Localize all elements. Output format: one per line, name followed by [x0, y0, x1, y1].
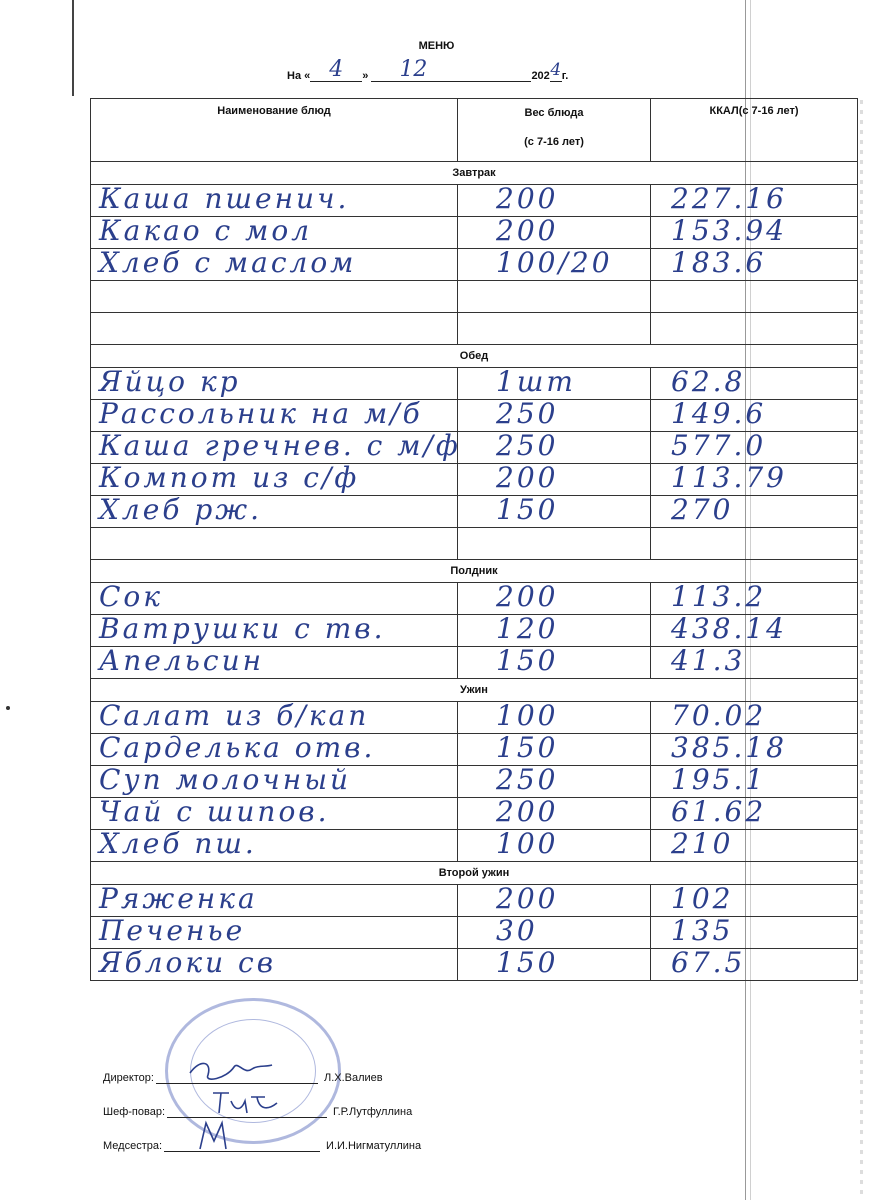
dish-name: Рассольник на м/б: [99, 397, 423, 430]
dish-name: Какао с мол: [99, 214, 313, 247]
dish-name: Печенье: [99, 914, 246, 947]
dish-weight: 250: [496, 763, 559, 796]
dish-name-cell: [91, 882, 458, 916]
date-day-blank: [310, 57, 362, 82]
dish-kcal-cell: [651, 182, 857, 216]
date-month-blank: [371, 57, 531, 82]
date-day: 4: [329, 57, 344, 82]
table-row: [91, 946, 857, 980]
dish-weight: 200: [496, 580, 559, 613]
dish-name: Яйцо кр: [99, 365, 241, 398]
signature-role: Директор:: [103, 1072, 154, 1084]
dish-weight-cell: [458, 644, 651, 678]
dish-kcal: 61.62: [671, 795, 767, 828]
dish-weight: 200: [496, 461, 559, 494]
dish-name-cell: [91, 528, 458, 559]
dish-name: Компот из с/ф: [99, 461, 360, 494]
table-row: [91, 528, 857, 560]
dish-name-cell: [91, 461, 458, 495]
header-dish-name: Наименование блюд: [91, 99, 458, 161]
date-year-digit: 4: [550, 60, 562, 80]
table-row: [91, 612, 857, 647]
dish-kcal-cell: [651, 397, 857, 431]
dish-weight: 200: [496, 795, 559, 828]
dish-kcal: 153.94: [671, 214, 787, 247]
dish-weight: 30: [496, 914, 538, 947]
table-row: [91, 313, 857, 345]
date-suffix: г.: [561, 70, 569, 82]
dish-name: Яблоки св: [99, 946, 277, 979]
dish-name: Ватрушки с тв.: [99, 612, 386, 645]
signature-name: И.И.Нигматуллина: [326, 1140, 422, 1152]
dish-kcal: 102: [671, 882, 734, 915]
dish-weight: 200: [496, 214, 559, 247]
dish-kcal-cell: [651, 429, 857, 463]
header-weight: [458, 99, 651, 161]
dish-weight: 150: [496, 644, 559, 677]
dish-weight-cell: [458, 882, 651, 916]
dish-weight: 1шт: [496, 365, 576, 398]
dish-name-cell: [91, 699, 458, 733]
signature-line: [164, 1135, 320, 1152]
table-row: [91, 914, 857, 949]
header-kcal: ККАЛ(с 7-16 лет): [709, 105, 799, 117]
dish-name-cell: [91, 281, 458, 312]
table-row: [91, 461, 857, 496]
dish-weight-cell: [458, 528, 651, 559]
table-row: [91, 365, 857, 400]
dish-weight: 100/20: [496, 246, 613, 279]
table-row: [91, 214, 857, 249]
dish-kcal: 195.1: [671, 763, 767, 796]
date-year-prefix: 202: [531, 70, 550, 82]
dish-name-cell: [91, 365, 458, 399]
dish-kcal: 41.3: [671, 644, 746, 677]
dish-weight-cell: [458, 580, 651, 614]
dish-weight-cell: [458, 612, 651, 646]
dish-name-cell: [91, 946, 458, 980]
dish-kcal: 385.18: [671, 731, 787, 764]
dish-weight-cell: [458, 795, 651, 829]
dish-kcal-cell: [651, 580, 857, 614]
menu-table: [90, 98, 858, 981]
dish-kcal-cell: [651, 644, 857, 678]
section-title: Полдник: [91, 560, 857, 583]
dish-kcal: 113.2: [671, 580, 767, 613]
dish-name-cell: [91, 397, 458, 431]
dish-weight-cell: [458, 493, 651, 527]
dish-kcal-cell: [651, 214, 857, 248]
table-row: [91, 827, 857, 862]
dish-name-cell: [91, 429, 461, 463]
dish-weight-cell: [458, 182, 651, 216]
dish-kcal-cell: [651, 827, 857, 861]
dish-name: Салат из б/кап: [99, 699, 370, 732]
dish-name: Каша гречнев. с м/ф: [99, 429, 461, 462]
dish-weight: 200: [496, 182, 559, 215]
dish-name-cell: [91, 182, 458, 216]
dish-name-cell: [91, 313, 458, 344]
nurse-signature: [194, 1119, 234, 1153]
dish-weight-cell: [458, 946, 651, 980]
date-year-blank: [550, 60, 562, 82]
chef-signature: [207, 1087, 287, 1119]
dish-kcal: 149.6: [671, 397, 767, 430]
section-title: Второй ужин: [91, 862, 857, 885]
dish-name-cell: [91, 644, 458, 678]
dish-weight: 150: [496, 946, 559, 979]
dish-weight: 120: [496, 612, 559, 645]
table-row: [91, 699, 857, 734]
header-weight-line1: Вес блюда: [524, 107, 584, 119]
dish-weight-cell: [458, 397, 651, 431]
signature-block: [103, 1050, 421, 1152]
dish-kcal: 67.5: [671, 946, 746, 979]
date-mid: »: [362, 70, 369, 82]
dish-weight: 200: [496, 882, 559, 915]
dish-weight: 100: [496, 827, 559, 860]
dish-weight-cell: [458, 246, 651, 280]
dish-name: Хлеб рж.: [99, 493, 262, 526]
dish-name: Апельсин: [99, 644, 265, 677]
table-row: [91, 397, 857, 432]
dish-kcal-cell: [651, 528, 857, 559]
dish-kcal-cell: [651, 461, 857, 495]
dish-weight-cell: [458, 214, 651, 248]
dish-weight-cell: [458, 763, 651, 797]
dish-weight: 250: [496, 397, 559, 430]
signature-row-director: [103, 1050, 421, 1084]
dish-weight: 100: [496, 699, 559, 732]
date-month: 12: [399, 57, 428, 82]
dish-kcal-cell: [651, 493, 857, 527]
dish-weight-cell: [458, 461, 651, 495]
dish-name: Сарделька отв.: [99, 731, 376, 764]
dish-name: Хлеб с маслом: [99, 246, 357, 279]
table-row: [91, 644, 857, 679]
dish-kcal: 270: [671, 493, 734, 526]
dish-kcal: 577.0: [671, 429, 767, 462]
dish-name: Ряженка: [99, 882, 258, 915]
dish-name: Суп молочный: [99, 763, 352, 796]
dish-kcal-cell: [651, 914, 857, 948]
section-title: Ужин: [91, 679, 857, 702]
dish-kcal-cell: [651, 795, 857, 829]
table-row: [91, 182, 857, 217]
dish-kcal: 135: [671, 914, 734, 947]
signature-row-nurse: [103, 1118, 421, 1152]
signature-name: Л.Х.Валиев: [323, 1072, 383, 1084]
dish-weight-cell: [458, 699, 651, 733]
dish-weight-cell: [458, 281, 651, 312]
dish-kcal: 113.79: [671, 461, 787, 494]
dish-kcal: 62.8: [671, 365, 746, 398]
dish-weight-cell: [458, 313, 651, 344]
dish-name-cell: [91, 763, 458, 797]
dish-name-cell: [91, 731, 458, 765]
dish-name-cell: [91, 795, 458, 829]
dish-kcal-cell: [651, 946, 857, 980]
table-row: [91, 246, 857, 281]
table-row: [91, 580, 857, 615]
dish-kcal-cell: [651, 731, 857, 765]
signature-line: [167, 1101, 327, 1118]
signature-name: Г.Р.Лутфуллина: [333, 1106, 413, 1118]
dish-kcal-cell: [651, 612, 857, 646]
dish-kcal: 183.6: [671, 246, 767, 279]
dish-kcal-cell: [651, 763, 857, 797]
signature-line: [156, 1067, 318, 1084]
date-line: [287, 57, 569, 82]
dish-weight-cell: [458, 827, 651, 861]
dish-name: Хлеб пш.: [99, 827, 257, 860]
dish-name-cell: [91, 246, 458, 280]
dish-weight-cell: [458, 914, 651, 948]
dish-name: Каша пшенич.: [99, 182, 350, 215]
section-title: Обед: [91, 345, 857, 368]
table-row: [91, 429, 857, 464]
dish-weight: 150: [496, 731, 559, 764]
dish-kcal: 438.14: [671, 612, 787, 645]
dish-name-cell: [91, 827, 458, 861]
dish-name: Чай с шипов.: [99, 795, 330, 828]
dish-kcal-cell: [651, 365, 857, 399]
table-row: [91, 882, 857, 917]
dish-name: Сок: [99, 580, 164, 613]
dish-kcal-cell: [651, 281, 857, 312]
dish-kcal-cell: [651, 882, 857, 916]
dish-weight-cell: [458, 365, 651, 399]
dish-name-cell: [91, 580, 458, 614]
table-row: [91, 795, 857, 830]
header-weight-line2: (с 7-16 лет): [524, 136, 584, 148]
dish-name-cell: [91, 914, 458, 948]
director-signature: [186, 1055, 276, 1085]
document-title: МЕНЮ: [418, 40, 455, 52]
table-row: [91, 493, 857, 528]
dish-kcal-cell: [651, 313, 857, 344]
dish-name-cell: [91, 612, 458, 646]
signature-role: Шеф-повар:: [103, 1106, 165, 1118]
scan-dot: [6, 706, 10, 710]
dish-kcal-cell: [651, 246, 857, 280]
dish-weight: 250: [496, 429, 559, 462]
dish-kcal: 227.16: [671, 182, 787, 215]
dish-name-cell: [91, 493, 458, 527]
table-row: [91, 281, 857, 313]
table-row: [91, 763, 857, 798]
date-prefix: На «: [287, 70, 311, 82]
dish-kcal-cell: [651, 699, 857, 733]
table-row: [91, 731, 857, 766]
scan-noise: [860, 100, 863, 1200]
dish-weight-cell: [458, 731, 651, 765]
dish-name-cell: [91, 214, 458, 248]
dish-weight: 150: [496, 493, 559, 526]
signature-row-chef: [103, 1084, 421, 1118]
section-title: Завтрак: [91, 162, 857, 185]
dish-kcal: 70.02: [671, 699, 767, 732]
dish-weight-cell: [458, 429, 651, 463]
table-body: [91, 162, 857, 980]
table-header: [91, 99, 857, 162]
dish-kcal: 210: [671, 827, 734, 860]
signature-role: Медсестра:: [103, 1140, 163, 1152]
